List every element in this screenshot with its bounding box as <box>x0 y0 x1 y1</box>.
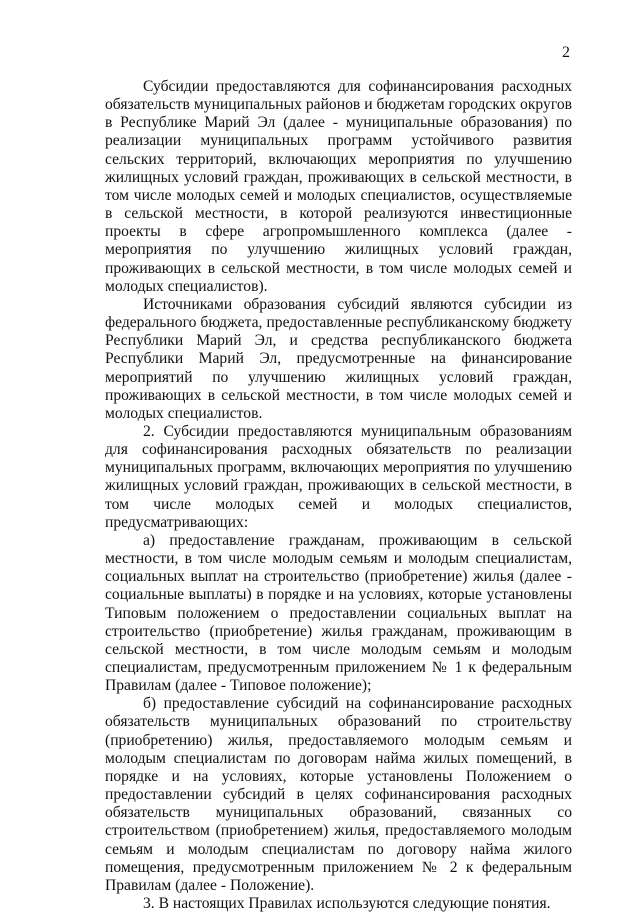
paragraph-clause-2a: а) предоставление гражданам, проживающим в сельской местности, в том числе молодым семьям и молодым специалистам, социальных выплат на строительство (приобретение) жилья (далее - социальные выплаты) в порядке и на условиях, которые установлены Типовым положением о предоставлении социальных выплат на строительство (приобретение) жилья гражданам, проживающим в сельской местности, в том числе молодым семьям и молодым специалистам, предусмотренным приложением № 1 к федеральным Правилам (далее - Типовое положение); <box>105 531 572 695</box>
page-number: 2 <box>562 44 570 61</box>
paragraph-clause-3: 3. В настоящих Правилах используются следующие понятия. <box>143 895 551 913</box>
document-body <box>105 78 572 913</box>
paragraph-subsidies-purpose: Субсидии предоставляются для софинансирования расходных обязательств муниципальных районов и бюджетам городских округов в Республике Марий Эл (далее - муниципальные образования) по реализации муниципальных программ устойчивого развития сельских территорий, включающих мероприятия по улучшению жилищных условий граждан, проживающих в сельской местности, в том числе молодых семей и молодых специалистов, осуществляемые в сельской местности, в которой реализуются инвестиционные проекты в сфере агропромышленного комплекса (далее - мероприятия по улучшению жилищных условий граждан, проживающих в сельской местности, в том числе молодых семей и молодых специалистов). <box>105 78 572 295</box>
paragraph-clause-2: 2. Субсидии предоставляются муниципальным образованиям для софинансирования расходных обязательств по реализации муниципальных программ, включающих мероприятия по улучшению жилищных условий граждан, проживающих в сельской местности, в том числе молодых семей и молодых специалистов, предусматривающих: <box>105 422 572 531</box>
paragraph-clause-2b: б) предоставление субсидий на софинансирование расходных обязательств муниципальных образований по строительству (приобретению) жилья, предоставляемого молодым семьям и молодым специалистам по договорам найма жилых помещений, в порядке и на условиях, которые установлены Положением о предоставлении субсидий в целях софинансирования расходных обязательств муниципальных образований, связанных со строительством (приобретением) жилья, предоставляемого молодым семьям и молодым специалистам по договору найма жилого помещения, предусмотренным приложением № 2 к федеральным Правилам (далее - Положение). <box>105 695 572 894</box>
paragraph-subsidies-sources: Источниками образования субсидий являются субсидии из федерального бюджета, предоставленные республиканскому бюджету Республики Марий Эл, и средства республиканского бюджета Республики Марий Эл, предусмотренные на финансирование мероприятий по улучшению жилищных условий граждан, проживающих в сельской местности, в том числе молодых семей и молодых специалистов. <box>105 295 572 422</box>
